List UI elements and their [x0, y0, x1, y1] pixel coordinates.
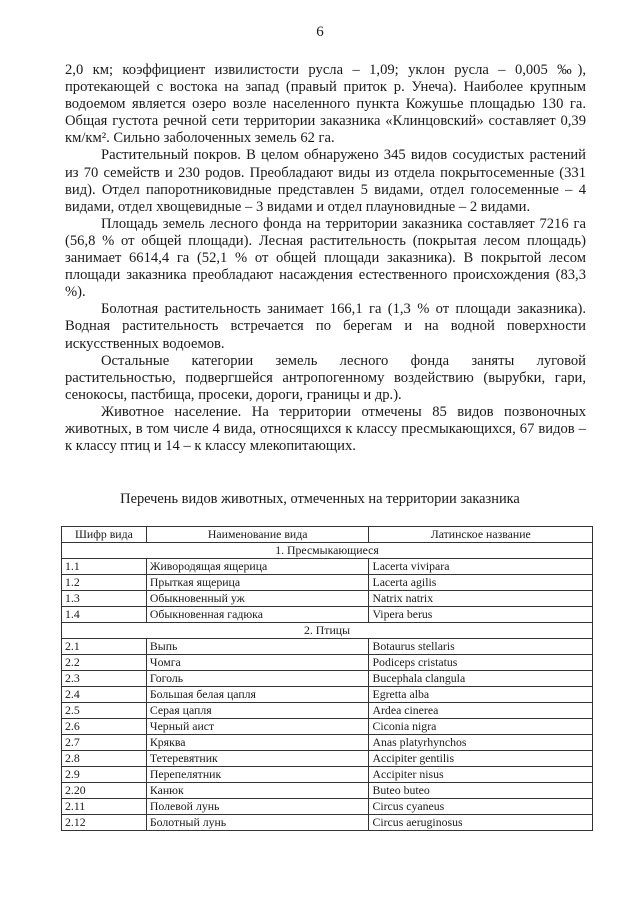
species-code: 2.11: [62, 799, 147, 815]
table-row: [62, 671, 593, 687]
species-name: Живородящая ящерица: [146, 559, 369, 575]
species-code: 2.4: [62, 687, 147, 703]
species-name: Канюк: [146, 783, 369, 799]
table-row: [62, 703, 593, 719]
table-row: [62, 735, 593, 751]
species-name: Полевой лунь: [146, 799, 369, 815]
species-latin: Lacerta agilis: [369, 575, 593, 591]
species-name: Обыкновенная гадюка: [146, 607, 369, 623]
table-row: [62, 575, 593, 591]
species-name: Чомга: [146, 655, 369, 671]
species-code: 2.2: [62, 655, 147, 671]
header-latin: Латинское название: [369, 527, 593, 543]
table-row: [62, 559, 593, 575]
species-name: Прыткая ящерица: [146, 575, 369, 591]
table-row: [62, 687, 593, 703]
species-code: 2.8: [62, 751, 147, 767]
table-row: [62, 783, 593, 799]
species-name: Гоголь: [146, 671, 369, 687]
paragraph: Животное население. На территории отмечены 85 видов позвоночных животных, в том числе 4 вида, относящихся к классу пресмыкающихся, 67 видов – к классу птиц и 14 – к классу млекопитающих.: [65, 403, 586, 455]
species-code: 2.20: [62, 783, 147, 799]
paragraph: Остальные категории земель лесного фонда заняты луговой растительностью, подвергшейся антропогенному воздействию (вырубки, гари, сенокосы, пастбища, просеки, дороги, границы и др.).: [65, 352, 586, 403]
species-name: Перепелятник: [146, 767, 369, 783]
group-title: 1. Пресмыкающиеся: [62, 543, 593, 559]
table-row: [62, 639, 593, 655]
species-name: Черный аист: [146, 719, 369, 735]
species-code: 2.1: [62, 639, 147, 655]
paragraph: Площадь земель лесного фонда на территории заказника составляет 7216 га (56,8 % от общей площади). Лесная растительность (покрытая лесом площадь) занимает 6614,4 га (52,1 % от общей площади заказника). В покрытой лесом площади заказника преобладают насаждения естественного происхождения (83,3 %).: [65, 215, 586, 301]
table-row: [62, 767, 593, 783]
table-body: [62, 543, 593, 831]
species-latin: Anas platyrhynchos: [369, 735, 593, 751]
paragraph: 2,0 км; коэффициент извилистости русла – 1,09; уклон русла – 0,005 ‰), протекающей с востока на запад (правый приток р. Унеча). Наиболее крупным водоемом является озеро возле населенного пункта Кожушье площадью 130 га. Общая густота речной сети территории заказника «Клинцовский» составляет 0,39 км/км². Сильно заболоченных земель 62 га.: [65, 62, 586, 147]
table-row: [62, 751, 593, 767]
paragraph: Болотная растительность занимает 166,1 га (1,3 % от площади заказника). Водная растительность встречается по берегам и на водной поверхности искусственных водоемов.: [65, 301, 586, 352]
page-number: 6: [316, 24, 324, 40]
table-row: [62, 815, 593, 831]
table-row: [62, 655, 593, 671]
species-code: 2.9: [62, 767, 147, 783]
species-code: 2.3: [62, 671, 147, 687]
species-code: 2.12: [62, 815, 147, 831]
species-latin: Buteo buteo: [369, 783, 593, 799]
species-code: 1.1: [62, 559, 147, 575]
species-latin: Egretta alba: [369, 687, 593, 703]
species-name: Выпь: [146, 639, 369, 655]
table-row: [62, 591, 593, 607]
group-row: [62, 543, 593, 559]
species-latin: Accipiter gentilis: [369, 751, 593, 767]
species-table: [61, 526, 593, 831]
header-code: Шифр вида: [62, 527, 147, 543]
species-code: 2.5: [62, 703, 147, 719]
species-name: Тетеревятник: [146, 751, 369, 767]
species-latin: Botaurus stellaris: [369, 639, 593, 655]
species-name: Болотный лунь: [146, 815, 369, 831]
species-latin: Ardea cinerea: [369, 703, 593, 719]
paragraph: Растительный покров. В целом обнаружено 345 видов сосудистых растений из 70 семейств и 230 родов. Преобладают виды из отдела покрытосеменные (331 вид). Отдел папоротниковидные представлен 5 видами, отдел голосеменные – 4 видами, отдел хвощевидные – 3 видами и отдел плауновидные – 2 видами.: [65, 147, 586, 215]
table-row: [62, 719, 593, 735]
species-name: Большая белая цапля: [146, 687, 369, 703]
table-row: [62, 799, 593, 815]
species-latin: Vipera berus: [369, 607, 593, 623]
species-latin: Podiceps cristatus: [369, 655, 593, 671]
species-name: Серая цапля: [146, 703, 369, 719]
table-caption: Перечень видов животных, отмеченных на территории заказника: [120, 491, 520, 507]
group-title: 2. Птицы: [62, 623, 593, 639]
species-code: 2.6: [62, 719, 147, 735]
species-latin: Natrix natrix: [369, 591, 593, 607]
species-latin: Bucephala clangula: [369, 671, 593, 687]
body-text: [65, 62, 586, 455]
species-latin: Lacerta vivipara: [369, 559, 593, 575]
species-code: 1.4: [62, 607, 147, 623]
table-row: [62, 607, 593, 623]
table-header-row: [62, 527, 593, 543]
species-name: Кряква: [146, 735, 369, 751]
species-latin: Circus cyaneus: [369, 799, 593, 815]
species-code: 1.3: [62, 591, 147, 607]
species-latin: Accipiter nisus: [369, 767, 593, 783]
group-row: [62, 623, 593, 639]
header-name: Наименование вида: [146, 527, 369, 543]
species-name: Обыкновенный уж: [146, 591, 369, 607]
species-code: 1.2: [62, 575, 147, 591]
species-code: 2.7: [62, 735, 147, 751]
species-latin: Ciconia nigra: [369, 719, 593, 735]
species-latin: Circus aeruginosus: [369, 815, 593, 831]
